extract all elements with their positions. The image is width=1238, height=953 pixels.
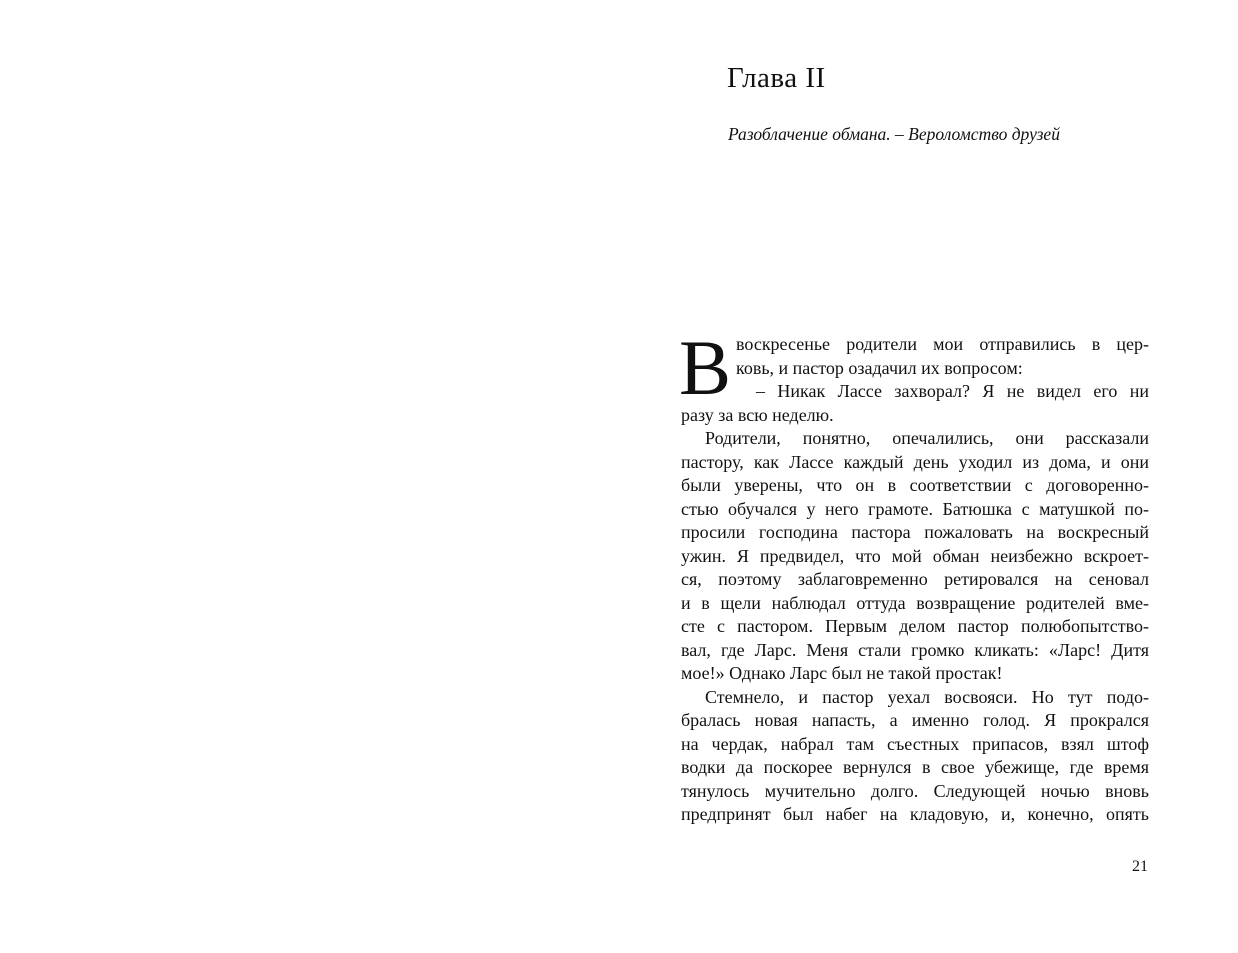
text-line: воскресенье родители мои отправились в цер-: [736, 334, 1149, 354]
body-text: [679, 324, 1149, 827]
text-line: Родители, понятно, опечалились, они рассказали: [705, 428, 1149, 448]
text-line: стью обучался у него грамоте. Батюшка с матушкой по-: [681, 498, 1149, 519]
text-line: и в щели наблюдал оттуда возвращение родителей вме-: [681, 592, 1149, 613]
text-line: предпринят был набег на кладовую, и, конечно, опять: [681, 804, 1149, 824]
text-line: тянулось мучительно долго. Следующей ночью вновь: [681, 780, 1149, 801]
text-line: мое!» Однако Ларс был не такой простак!: [681, 663, 1003, 683]
text-line: просили господина пастора пожаловать на воскресный: [681, 522, 1149, 542]
text-line: вал, где Ларс. Меня стали громко кликать: «Ларс! Дитя: [681, 639, 1149, 660]
drop-cap-letter: В: [679, 324, 732, 411]
text-line: – Никак Лассе захворал? Я не видел его ни: [756, 381, 1149, 401]
text-line: ковь, и пастор озадачил их вопросом:: [736, 357, 1023, 378]
text-line: разу за всю неделю.: [681, 404, 834, 425]
text-line: на чердак, набрал там съестных припасов, взял штоф: [681, 733, 1149, 754]
chapter-subtitle: Разоблачение обмана. – Вероломство друзей: [728, 124, 1060, 144]
text-line: ужин. Я предвидел, что мой обман неизбежно вскроет-: [681, 545, 1149, 566]
text-line: водки да поскорее вернулся в свое убежище, где время: [681, 757, 1149, 777]
text-line: бралась новая напасть, а именно голод. Я прокрался: [681, 710, 1149, 730]
page-number: 21: [1132, 858, 1148, 875]
chapter-title: Глава II: [727, 62, 826, 94]
text-line: пастору, как Лассе каждый день уходил из дома, и они: [681, 451, 1149, 472]
right-page: [619, 0, 1238, 953]
text-line: сте с пастором. Первым делом пастор полюбопытство-: [681, 616, 1149, 636]
text-line: Стемнело, и пастор уехал восвояси. Но тут подо-: [705, 686, 1149, 707]
text-line: ся, поэтому заблаговременно ретировался на сеновал: [681, 569, 1149, 589]
text-line: были уверены, что он в соответствии с договоренно-: [681, 475, 1149, 495]
